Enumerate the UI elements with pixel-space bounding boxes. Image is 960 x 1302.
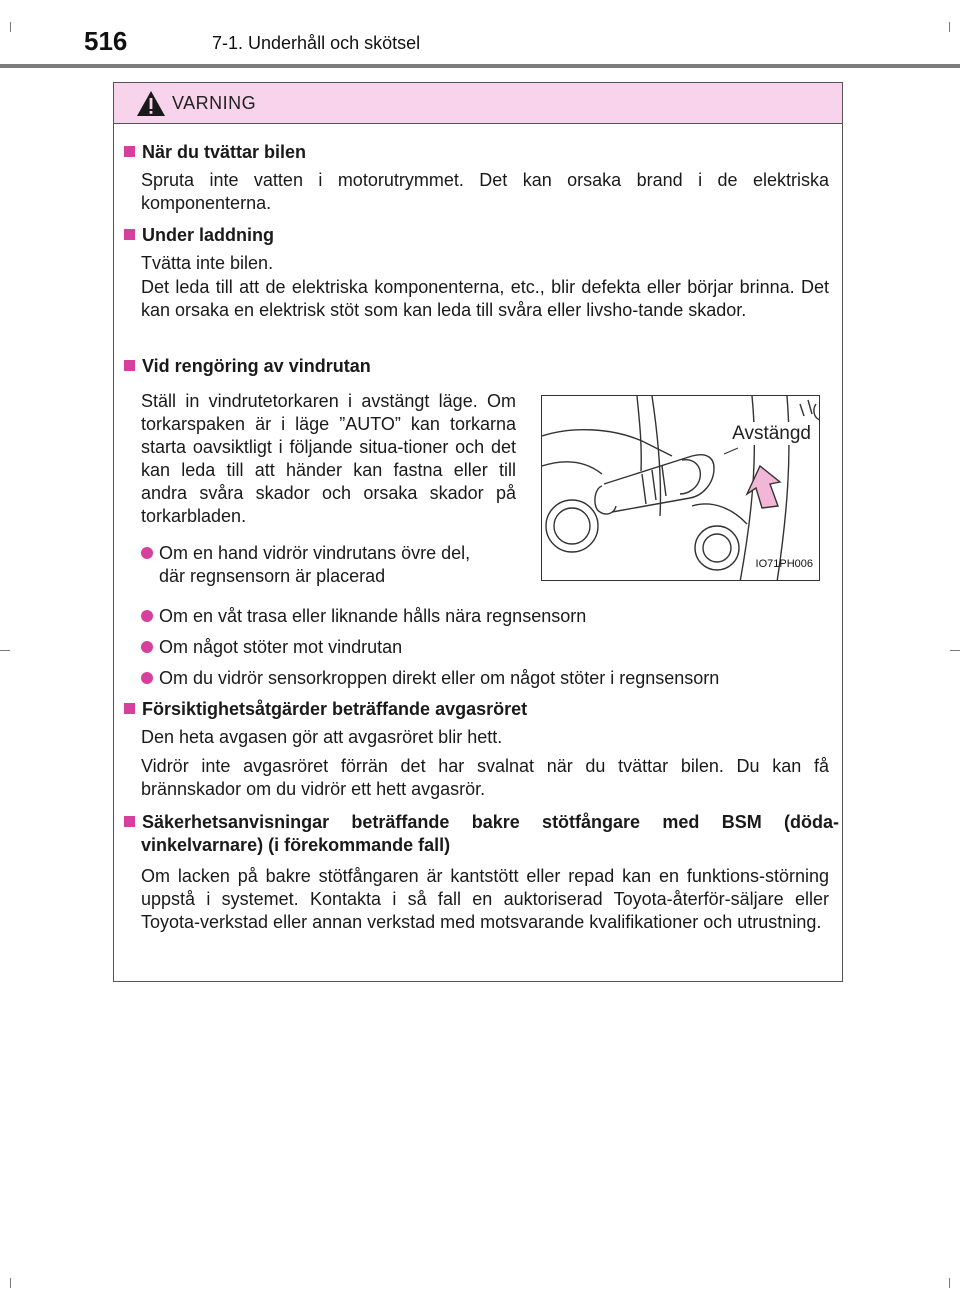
header-rule <box>0 64 960 68</box>
figure-code: IO71PH006 <box>755 558 813 570</box>
round-bullet-icon <box>141 547 153 559</box>
crop-mark <box>0 650 10 651</box>
warning-triangle-icon <box>136 90 166 117</box>
square-bullet-icon <box>124 703 135 714</box>
square-bullet-icon <box>124 360 135 371</box>
item-heading: När du tvättar bilen <box>124 141 306 164</box>
square-bullet-icon <box>124 146 135 157</box>
list-item: Om något stöter mot vindrutan <box>141 636 841 659</box>
paragraph: Tvätta inte bilen. <box>141 253 274 273</box>
item-heading-continued: vinkelvarnare) (i förekommande fall) <box>141 835 451 855</box>
wiper-lever-figure <box>541 395 820 581</box>
item-heading: Försiktighetsåtgärder beträffande avgasröret <box>124 698 527 721</box>
page-number: 516 <box>84 26 128 56</box>
square-bullet-icon <box>124 816 135 827</box>
crop-mark <box>10 22 11 32</box>
item-heading: Säkerhetsanvisningar beträffande bakre stötfångare med BSM (döda- <box>124 811 839 834</box>
crop-mark <box>10 1278 11 1288</box>
warning-box <box>113 82 843 982</box>
square-bullet-icon <box>124 229 135 240</box>
warning-header <box>114 83 842 124</box>
list-item: Om du vidrör sensorkroppen direkt eller om något stöter i regnsensorn <box>141 667 841 690</box>
item-heading: Vid rengöring av vindrutan <box>124 355 371 378</box>
crop-mark <box>950 650 960 651</box>
figure-label: Avstängd <box>732 423 811 444</box>
list-item: Om en hand vidrör vindrutans övre del, där regnsensorn är placerad <box>141 542 521 588</box>
crop-mark <box>949 1278 950 1288</box>
section-title: 7-1. Underhåll och skötsel <box>212 33 421 53</box>
paragraph: Ställ in vindrutetorkaren i avstängt läge. Om torkarspaken är i läge ”AUTO” kan torkarna starta oavsiktligt i följande situa-tioner och det kan leda till att händer kan fastna eller till andra svåra skador och orsaka skador på torkarbladen. <box>141 391 516 526</box>
paragraph: Den heta avgasen gör att avgasröret blir hett. <box>141 727 503 747</box>
round-bullet-icon <box>141 672 153 684</box>
list-item: Om en våt trasa eller liknande hålls nära regnsensorn <box>141 605 841 628</box>
warning-label: VARNING <box>172 93 257 113</box>
paragraph: Spruta inte vatten i motorutrymmet. Det kan orsaka brand i de elektriska komponenterna. <box>141 170 829 213</box>
round-bullet-icon <box>141 641 153 653</box>
paragraph: Vidrör inte avgasröret förrän det har svalnat när du tvättar bilen. Du kan få brännskador om du vidrör ett hett avgasrör. <box>141 756 829 799</box>
paragraph: Om lacken på bakre stötfångaren är kantstött eller repad kan en funktions-störning uppstå i systemet. Kontakta i så fall en auktoriserad Toyota-återför-säljare eller Toyota-verkstad eller annan verkstad med motsvarande kvalifikationer och utrustning. <box>141 866 829 932</box>
paragraph: Det leda till att de elektriska komponenterna, etc., blir defekta eller börjar brinna. Det kan orsaka en elektrisk stöt som kan leda till svåra eller livsho-tande skador. <box>141 277 829 320</box>
page-header <box>70 26 960 60</box>
item-heading: Under laddning <box>124 224 274 247</box>
round-bullet-icon <box>141 610 153 622</box>
